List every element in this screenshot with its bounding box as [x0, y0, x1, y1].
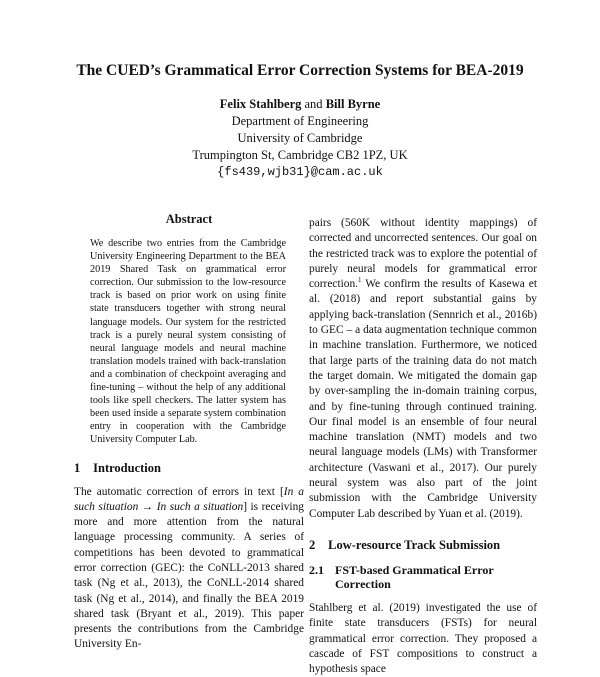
author-block: [0, 96, 600, 181]
left-column: [74, 212, 304, 653]
right-column: [309, 216, 537, 677]
author-conjunction: and: [304, 97, 323, 111]
section-2-number: 2: [309, 537, 316, 552]
intro-text-after: ] is receiving more and more attention from the natural language processing community. A series of competitions has been devoted to grammatical error correction (GEC): the CoNLL-2013 shared task (Ng et al., 2013), the CoNLL-2014 shared task (Ng et al., 2014), and finally the BEA 2019 shared task (Bryant et al., 2019). This paper presents the contributions from the Cambridge University En-: [74, 500, 304, 651]
section-1-heading: [74, 461, 304, 476]
right-para-part1: pairs (560K without identity mappings) of corrected and uncorrected sentences. Our goal on the restricted track was to explore the potential of purely neural models for grammatical error correction.: [309, 217, 537, 291]
affiliation-department: Department of Engineering: [231, 114, 369, 128]
right-column-paragraph: [309, 216, 537, 522]
subsection-2-1-title: FST-based Grammatical Error Correction: [335, 562, 494, 591]
author-names: [0, 96, 600, 113]
section-2-heading: [309, 538, 537, 553]
introduction-paragraph: [74, 485, 304, 653]
right-para-part2: We confirm the results of Kasewa et al. (2018) and report substantial gains by applying back-translation (Sennrich et al., 2016b) to GEC – a data augmentation technique common in machine translation. Furthermore, we noticed that large parts of the training data do not match the target domain. We mitigated the domain gap by over-sampling the in-domain training corpus, and by fine-tuning through continued training. Our final model is an ensemble of four neural machine translation (NMT) models and two neural language models (LMs) with Transformer architecture (Vaswani et al., 2017). Our purely neural system was also part of the joint submission with the Cambridge University Computer Lab described by Yuan et al. (2019).: [309, 278, 537, 520]
author-1: Felix Stahlberg: [219, 97, 302, 111]
author-2: Bill Byrne: [325, 97, 381, 111]
abstract-heading: Abstract: [165, 212, 213, 226]
affiliation-university: University of Cambridge: [237, 131, 363, 145]
affiliation-address: Trumpington St, Cambridge CB2 1PZ, UK: [192, 148, 408, 162]
subsection-2-1-number: 2.1: [309, 562, 324, 577]
section-2-title: Low-resource Track Submission: [328, 537, 501, 552]
paper-title: The CUED’s Grammatical Error Correction Systems for BEA-2019: [76, 62, 524, 79]
section-1-title: Introduction: [93, 460, 161, 475]
intro-example: In a such situation → In such a situation: [74, 485, 304, 513]
section-1-number: 1: [74, 460, 81, 475]
subsection-2-1-heading: [309, 563, 537, 591]
author-emails: {fs439,wjb31}@cam.ac.uk: [217, 165, 383, 179]
intro-text-before: The automatic correction of errors in text [: [74, 485, 284, 498]
abstract-text: We describe two entries from the Cambridge University Engineering Department to the BEA 2019 Shared Task on grammatical error correction. Our submission to the low-resource track is based on prior work on using finite state transducers together with strong neural language models. Our system for the restricted track is a purely neural system consisting of neural language models and neural machine translation models trained with back-translation and a combination of checkpoint averaging and fine-tuning – without the help of any additional tools like spell checkers. The latter system has been used inside a separate system combination entry in cooperation with the Cambridge University Computer Lab.: [90, 238, 286, 446]
subsection-2-1-paragraph: Stahlberg et al. (2019) investigated the use of finite state transducers (FSTs) for neural grammatical error correction. They proposed a cascade of FST compositions to construct a hypothesis space: [309, 601, 537, 676]
footnote-mark: 1: [358, 276, 362, 285]
